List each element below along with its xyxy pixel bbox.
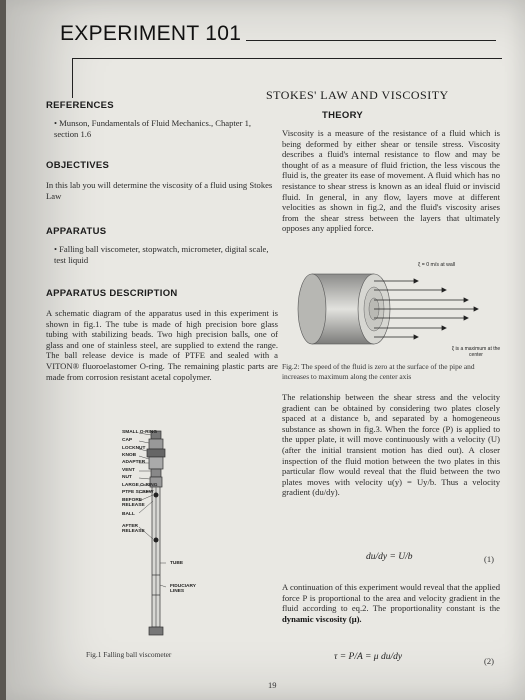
experiment-title: EXPERIMENT 101	[60, 22, 242, 45]
equation-1-number: (1)	[484, 554, 494, 564]
fig1-label-nut: NUT	[122, 475, 132, 480]
fig1-label-ptfe-screw: PTFE SCREW	[122, 490, 154, 495]
fig1-label-small-o-ring: SMALL O-RING	[122, 430, 158, 435]
fig1-label-adapter: ADAPTER	[122, 460, 146, 465]
viscometer-diagram	[91, 425, 261, 645]
equation-2: τ = P/A = μ du/dy	[334, 652, 403, 662]
apparatus-heading: APPARATUS	[46, 226, 107, 237]
frame-left-rule	[72, 58, 73, 98]
theory-text-3	[282, 582, 500, 624]
objectives-heading: OBJECTIVES	[46, 160, 110, 171]
theory-heading: THEORY	[322, 110, 364, 121]
page-number: 19	[268, 680, 277, 690]
fig2-top-label: ξ = 0 m/s at wall	[418, 262, 456, 268]
fig1-label-locknut: LOCKNUT	[122, 446, 146, 451]
title-underline	[246, 40, 496, 41]
figure2-caption: Fig.2: The speed of the fluid is zero at the surface of the pipe and increases to maximum along the center axis	[282, 362, 475, 381]
fig1-label-cap: CAP	[122, 438, 133, 443]
fig1-label-after-release: AFTER RELEASE	[122, 524, 145, 534]
experiment-subtitle: STOKES' LAW AND VISCOSITY	[266, 88, 449, 102]
theory-text: Viscosity is a measure of the resistance of a fluid which is being deformed by either shear or tensile stress. Viscosity describes a fluid's internal resistance to flow and may be thought of as a measure of fluid friction, the less viscous the fluid is, the greater its ease of movement. A fluid which has no resistance to shear stress is known as an ideal fluid or inviscid fluid. In general, in any flow, layers move at different velocities as shown in fig.2, and the fluid's viscosity arises from the shear stress between the layers that ultimately opposes any applied force.	[282, 128, 500, 234]
fig1-label-fiduciary-lines: FIDUCIARY LINES	[170, 584, 196, 594]
fig1-label-tube: TUBE	[170, 561, 184, 566]
apparatus-description-heading: APPARATUS DESCRIPTION	[46, 288, 178, 299]
fig1-label-knob: KNOB	[122, 453, 137, 458]
dynamic-viscosity-term: dynamic viscosity (μ).	[282, 613, 362, 624]
pipe-flow-diagram	[292, 268, 502, 350]
fig1-label-large-o-ring: LARGE O-RING	[122, 483, 158, 488]
fig1-label-vent: VENT	[122, 468, 135, 473]
apparatus-description-text: A schematic diagram of the apparatus used in this experiment is shown in fig.1. The tube is made of high precision bore glass tubing with stabilizing beads. Two high precision balls, one of glass and one of stainless steel, are supplied to extend the range. The ball release device is made of PTFE and sealed with a VITON® fluoroelastomer O-ring. The remaining plastic parts are made from corrosion resistant acetal copolymer.	[46, 308, 278, 382]
objectives-text: In this lab you will determine the viscosity of a fluid using Stokes Law	[46, 180, 273, 201]
fig1-label-ball: BALL	[122, 512, 135, 517]
book-page	[6, 0, 525, 700]
fig2-side-label: ξ is a maximum at the center	[451, 346, 501, 358]
equation-2-number: (2)	[484, 656, 494, 666]
references-heading: REFERENCES	[46, 100, 114, 111]
fig1-label-before-release: BEFORE RELEASE	[122, 498, 145, 508]
figure1-caption: Fig.1 Falling ball viscometer	[86, 650, 172, 659]
equation-1: du/dy = U/b	[366, 552, 413, 562]
references-item: • Munson, Fundamentals of Fluid Mechanics., Chapter 1, section 1.6	[54, 118, 252, 139]
theory-text-2: The relationship between the shear stress and the velocity gradient can be obtained by considering two plates closely spaced at a distance b, and separated by a homogeneous substance as shown in fig.3. When the force (P) is applied to the upper plate, it will move continuously with a velocity (U) (after the initial transient motion has died out). A closer inspection of the fluid motion between the two plates in this particular flow would reveal that the fluid between the two plates moves with velocity u(y) = Uy/b. Thus a velocity gradient (du/dy).	[282, 392, 500, 498]
frame-top-rule	[72, 58, 502, 59]
apparatus-item: • Falling ball viscometer, stopwatch, micrometer, digital scale, test liquid	[54, 244, 269, 265]
theory-text-3-main: A continuation of this experiment would reveal that the applied force P is proportional to the area and velocity gradient in the fluid according to eq.2. The proportionality constant is the	[282, 582, 500, 614]
